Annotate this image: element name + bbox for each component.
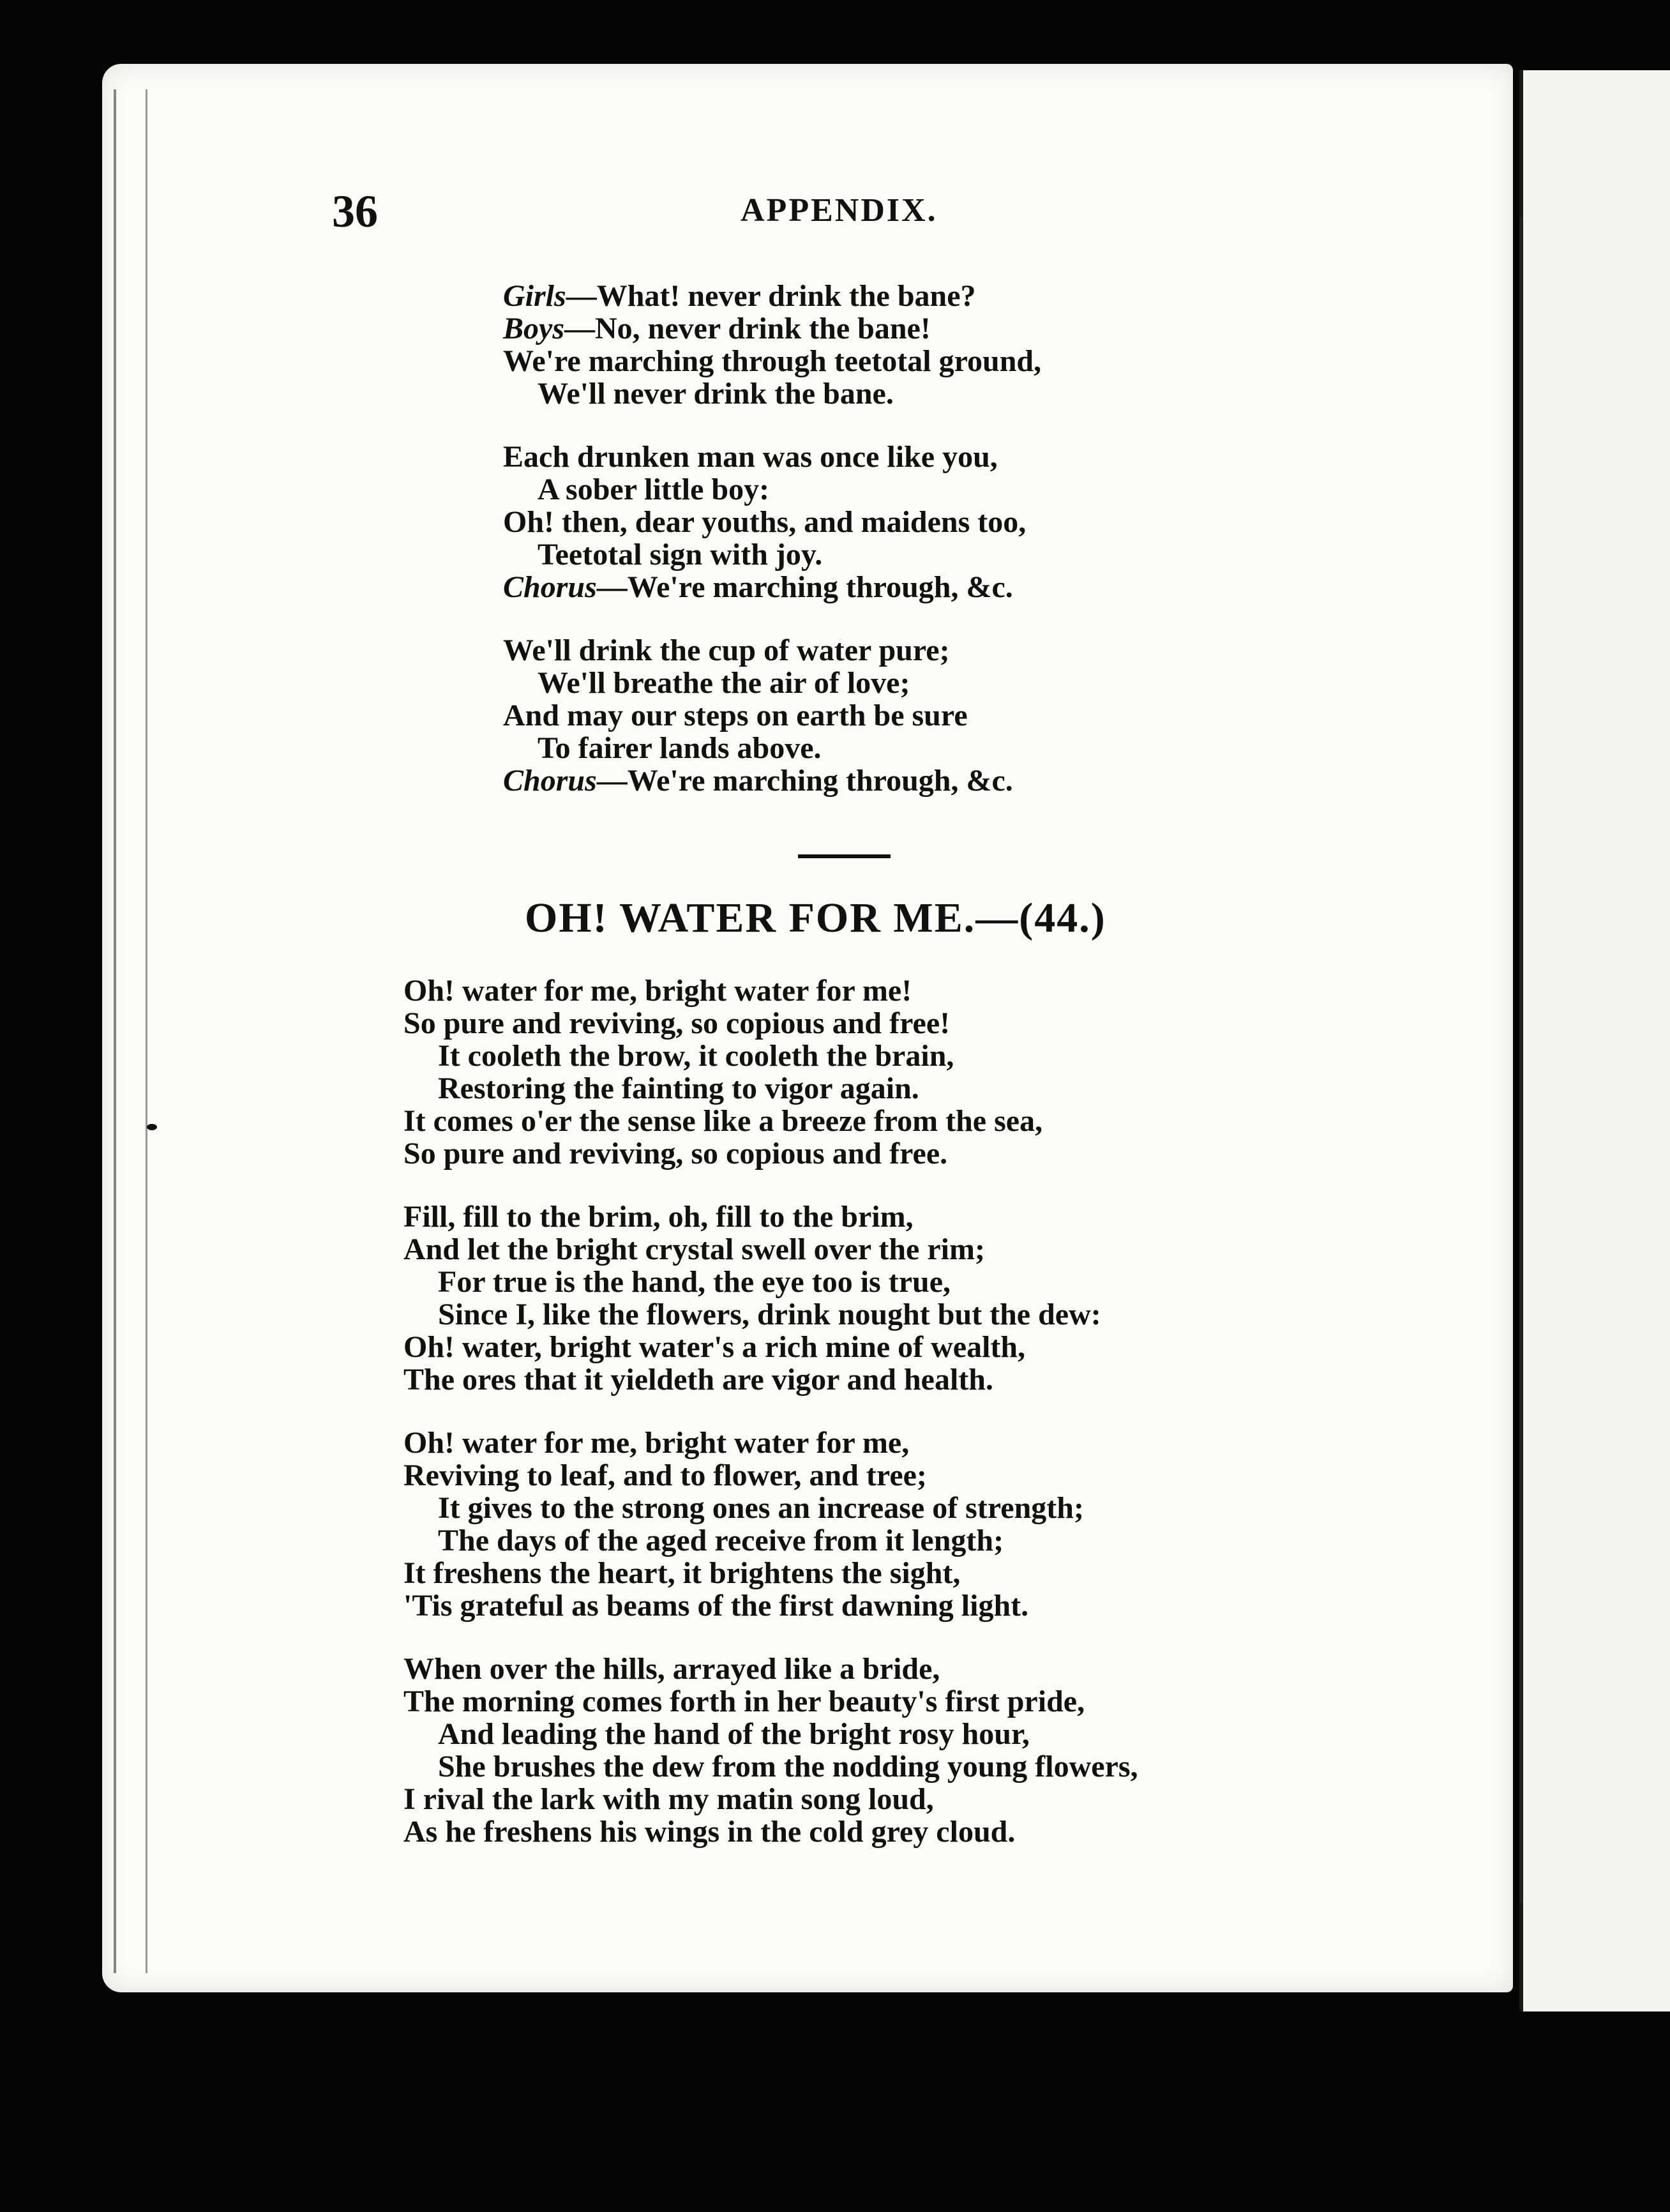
- verse-text: The morning comes forth in her beauty's first pride,: [403, 1685, 1085, 1718]
- stanza: [503, 280, 1041, 410]
- page-edge-right: [1507, 217, 1523, 1903]
- verse-text: We'll drink the cup of water pure;: [503, 633, 950, 667]
- verse-line: [403, 1072, 1138, 1105]
- verse-line: [403, 1653, 1138, 1685]
- speaker-label: Chorus: [503, 764, 597, 798]
- verse-line: [403, 1266, 1138, 1298]
- verse-line: [403, 1589, 1138, 1622]
- verse-line: [503, 699, 1041, 732]
- verse-text: Teetotal sign with joy.: [538, 538, 823, 572]
- verse-line: [503, 571, 1041, 603]
- section-divider-rule: [798, 854, 891, 858]
- stanza: [403, 1201, 1138, 1396]
- song-stanzas: [403, 974, 1138, 1879]
- verse-line: [503, 506, 1041, 538]
- verse-text: 'Tis grateful as beams of the first dawning light.: [403, 1589, 1029, 1623]
- verse-line: [503, 732, 1041, 764]
- verse-text: She brushes the dew from the nodding young flowers,: [438, 1750, 1138, 1784]
- verse-line: [503, 377, 1041, 410]
- verse-text: It gives to the strong ones an increase of strength;: [438, 1491, 1084, 1525]
- verse-line: [403, 1750, 1138, 1783]
- verse-line: [503, 634, 1041, 667]
- verse-text: It cooleth the brow, it cooleth the brain,: [438, 1039, 954, 1073]
- verse-line: [503, 473, 1041, 506]
- margin-mark: [147, 1124, 157, 1130]
- running-head: APPENDIX.: [741, 192, 938, 229]
- verse-line: [403, 1137, 1138, 1170]
- verse-text: So pure and reviving, so copious and free!: [403, 1006, 951, 1040]
- verse-text: The days of the aged receive from it length;: [438, 1524, 1004, 1557]
- verse-line: [403, 1783, 1138, 1815]
- verse-line: [403, 1685, 1138, 1718]
- verse-line: [403, 1492, 1138, 1524]
- verse-text: —We're marching through, &c.: [596, 570, 1013, 604]
- verse-text: Oh! then, dear youths, and maidens too,: [503, 505, 1027, 539]
- verse-text: Oh! water, bright water's a rich mine of wealth,: [403, 1330, 1026, 1364]
- verse-text: As he freshens his wings in the cold grey cloud.: [403, 1815, 1016, 1849]
- verse-line: [503, 280, 1041, 312]
- verse-text: And may our steps on earth be sure: [503, 699, 968, 732]
- speaker-label: Chorus: [503, 570, 597, 604]
- verse-text: —No, never drink the bane!: [564, 312, 931, 345]
- verse-line: [403, 1105, 1138, 1137]
- verse-text: —We're marching through, &c.: [596, 764, 1013, 798]
- verse-line: [403, 1201, 1138, 1233]
- verse-text: It freshens the heart, it brightens the sight,: [403, 1556, 961, 1590]
- verse-text: Oh! water for me, bright water for me!: [403, 974, 912, 1008]
- verse-line: [503, 441, 1041, 473]
- verse-line: [503, 764, 1041, 797]
- verse-line: [403, 1718, 1138, 1750]
- page-header: [332, 185, 970, 243]
- verse-line: [403, 1007, 1138, 1040]
- verse-line: [403, 1459, 1138, 1492]
- verse-line: [403, 1815, 1138, 1848]
- verse-text: For true is the hand, the eye too is true,: [438, 1265, 951, 1299]
- verse-text: And let the bright crystal swell over the rim;: [403, 1232, 985, 1266]
- verse-text: It comes o'er the sense like a breeze from the sea,: [403, 1104, 1043, 1138]
- verse-text: Since I, like the flowers, drink nought but the dew:: [438, 1298, 1101, 1331]
- stanza: [403, 1653, 1138, 1848]
- verse-line: [403, 1524, 1138, 1557]
- verse-text: We'll breathe the air of love;: [538, 666, 910, 700]
- verse-line: [403, 1331, 1138, 1363]
- verse-text: Reviving to leaf, and to flower, and tree;: [403, 1458, 927, 1492]
- verse-text: We'll never drink the bane.: [538, 377, 894, 411]
- verse-text: So pure and reviving, so copious and free.: [403, 1137, 948, 1170]
- verse-line: [403, 974, 1138, 1007]
- verse-text: The ores that it yieldeth are vigor and health.: [403, 1363, 993, 1397]
- verse-line: [503, 667, 1041, 699]
- page-binding: [114, 89, 147, 1973]
- stanza: [403, 974, 1138, 1170]
- speaker-label: Boys: [503, 312, 564, 345]
- verse-text: And leading the hand of the bright rosy hour,: [438, 1717, 1030, 1751]
- facing-page-edge: [1519, 70, 1670, 2011]
- song-title: OH! WATER FOR ME.—(44.): [525, 895, 1106, 941]
- stanza: [503, 441, 1041, 603]
- verse-text: Fill, fill to the brim, oh, fill to the brim,: [403, 1200, 914, 1234]
- verse-text: Restoring the fainting to vigor again.: [438, 1072, 919, 1105]
- verse-line: [403, 1363, 1138, 1396]
- verse-text: I rival the lark with my matin song loud,: [403, 1782, 934, 1816]
- verse-text: We're marching through teetotal ground,: [503, 344, 1042, 378]
- stanza: [503, 634, 1041, 797]
- chorus-verses: [503, 280, 1041, 828]
- verse-text: —What! never drink the bane?: [566, 279, 976, 313]
- verse-line: [403, 1557, 1138, 1589]
- verse-line: [403, 1233, 1138, 1266]
- verse-text: Each drunken man was once like you,: [503, 440, 998, 474]
- verse-line: [503, 345, 1041, 377]
- verse-text: Oh! water for me, bright water for me,: [403, 1426, 910, 1460]
- verse-line: [403, 1298, 1138, 1331]
- verse-line: [503, 538, 1041, 571]
- verse-text: A sober little boy:: [538, 473, 770, 506]
- verse-line: [403, 1427, 1138, 1459]
- verse-line: [503, 312, 1041, 345]
- page-number: 36: [332, 186, 378, 237]
- verse-text: When over the hills, arrayed like a bride,: [403, 1652, 940, 1686]
- speaker-label: Girls: [503, 279, 566, 313]
- stanza: [403, 1427, 1138, 1622]
- verse-text: To fairer lands above.: [538, 731, 822, 765]
- verse-line: [403, 1040, 1138, 1072]
